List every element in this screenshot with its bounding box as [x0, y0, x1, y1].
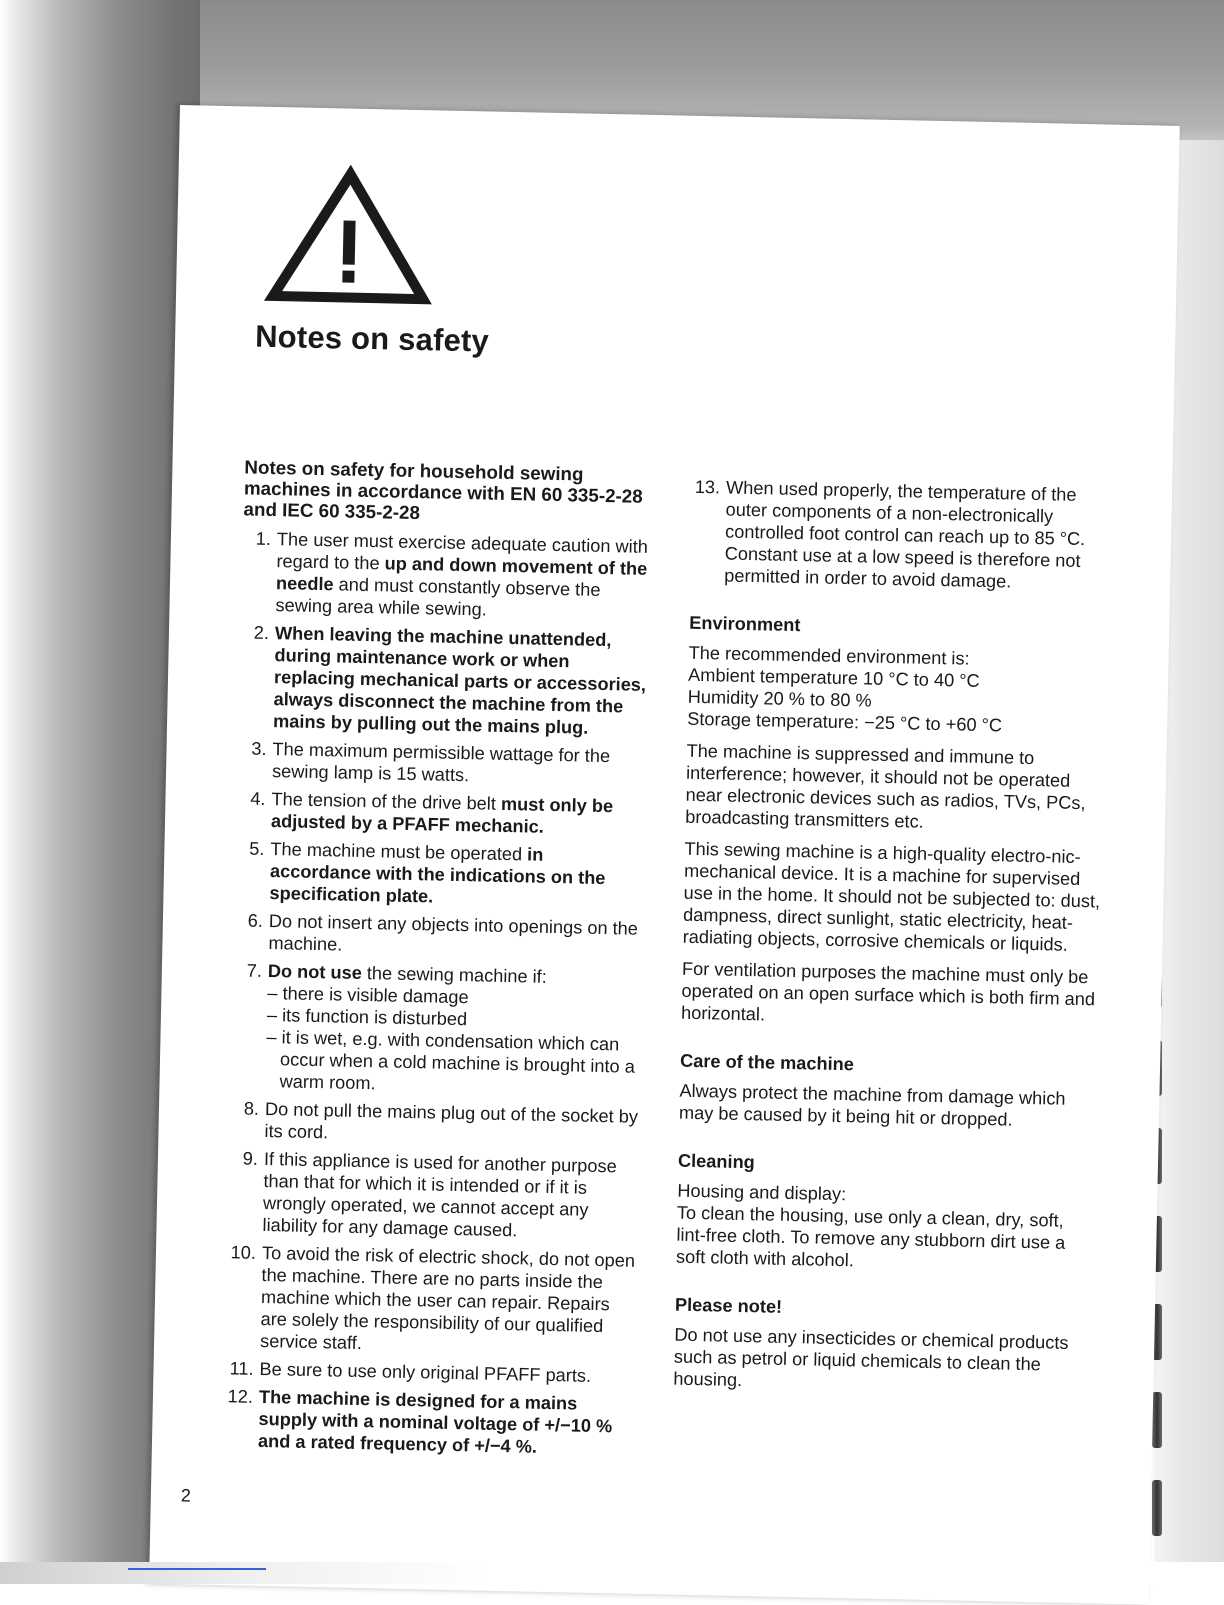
safety-intro: Notes on safety for household sewing machines in accordance with EN 60 335-2-28 and IEC 60 335-2-28	[243, 456, 643, 524]
care-text: Always protect the machine from damage which may be caused by it being hit or dropped.	[678, 1080, 1066, 1130]
safety-list-continued	[690, 476, 1110, 595]
document-page	[149, 105, 1180, 1605]
sub-item: – it is wet, e.g. with condensation which can occur when a cold machine is brought into a warm room.	[266, 1027, 636, 1094]
page-number: 2	[180, 1485, 192, 1506]
cleaning-subheading: Housing and display:	[677, 1180, 847, 1205]
list-item: 6. Do not insert any objects into openings on the machine.	[247, 910, 639, 955]
care-heading: Care of the machine	[679, 1050, 855, 1075]
sub-item: – there is visible damage	[267, 983, 469, 1008]
environment-specs: The recommended environment is: Ambient temperature 10 °C to 40 °C Humidity 20 % to 80 % Storage temperature: −25 °C to +60 °C	[687, 642, 1003, 736]
right-column	[673, 476, 1110, 1409]
list-item: 11. Be sure to use only original PFAFF parts.	[229, 1358, 592, 1386]
list-item: 13. When used properly, the temperature of the outer components of a non-electronically controlled foot control can reach up to 85 °C. Constant use at a low speed is therefore not permitted in order to avoid damage.	[694, 476, 1086, 592]
warning-triangle-icon	[258, 157, 441, 311]
list-item: 7. Do not use the sewing machine if: – there is visible damage – its function is disturbed – it is wet, e.g. with condensation which can occur when a cold machine is brought into a warm room.	[231, 959, 646, 1100]
list-item: 9. If this appliance is used for another purpose than that for which it is intended or if it is wrongly operated, we cannot accept any liability for any damage caused.	[242, 1148, 617, 1241]
scan-artifact-line	[128, 1568, 266, 1570]
list-item: 2. When leaving the machine unattended, during maintenance work or when replacing mechanical parts or accessories, always disconnect the machine from the mains by pulling out the mains plug.	[253, 622, 647, 738]
list-item: 8. Do not pull the mains plug out of the socket by its cord.	[243, 1098, 639, 1143]
list-item: 1. The user must exercise adequate caution with regard to the up and down movement of the needle and must constantly observe the sewing area while sewing.	[255, 528, 649, 620]
scan-bottom-strip	[0, 1562, 1224, 1584]
cleaning-heading: Cleaning	[677, 1150, 756, 1173]
list-item: 10. To avoid the risk of electric shock, do not open the machine. There are no parts inside the machine which the user can repair. Repairs are solely the responsibility of our qualified service staff.	[230, 1242, 636, 1354]
environment-para: The machine is suppressed and immune to interference; however, it should not be operated near electronic devices such as radios, TVs, PCs, broadcasting transmitters etc.	[684, 740, 1086, 832]
environment-heading: Environment	[689, 612, 801, 636]
environment-para: For ventilation purposes the machine must only be operated on an open surface which is both firm and horizontal.	[680, 958, 1096, 1025]
note-text: Do not use any insecticides or chemical products such as petrol or liquid chemicals to clean the housing.	[673, 1324, 1069, 1391]
list-item: 4. The tension of the drive belt must only be adjusted by a PFAFF mechanic.	[250, 788, 614, 837]
note-heading: Please note!	[674, 1294, 783, 1317]
list-item: 5. The machine must be operated in accordance with the indications on the specification plate.	[249, 838, 606, 907]
cleaning-text: To clean the housing, use only a clean, dry, soft, lint-free cloth. To remove any stubborn dirt use a soft cloth with alcohol.	[675, 1202, 1066, 1271]
safety-list	[224, 527, 655, 1459]
sub-item: – its function is disturbed	[266, 1005, 468, 1030]
environment-para: This sewing machine is a high-quality electro-nic-mechanical device. It is a machine for supervised use in the home. It should not be subjected to: dust, dampness, direct sunlight, static electricity, heat-radiating objects, corrosive chemicals or liquids.	[682, 838, 1101, 955]
list-item: 12. The machine is designed for a mains supply with a nominal voltage of +/−10 % and a rated frequency of +/−4 %.	[227, 1386, 613, 1457]
list-item: 3. The maximum permissible wattage for the sewing lamp is 15 watts.	[251, 738, 611, 786]
left-column	[224, 456, 657, 1465]
page-title: Notes on safety	[254, 318, 490, 359]
